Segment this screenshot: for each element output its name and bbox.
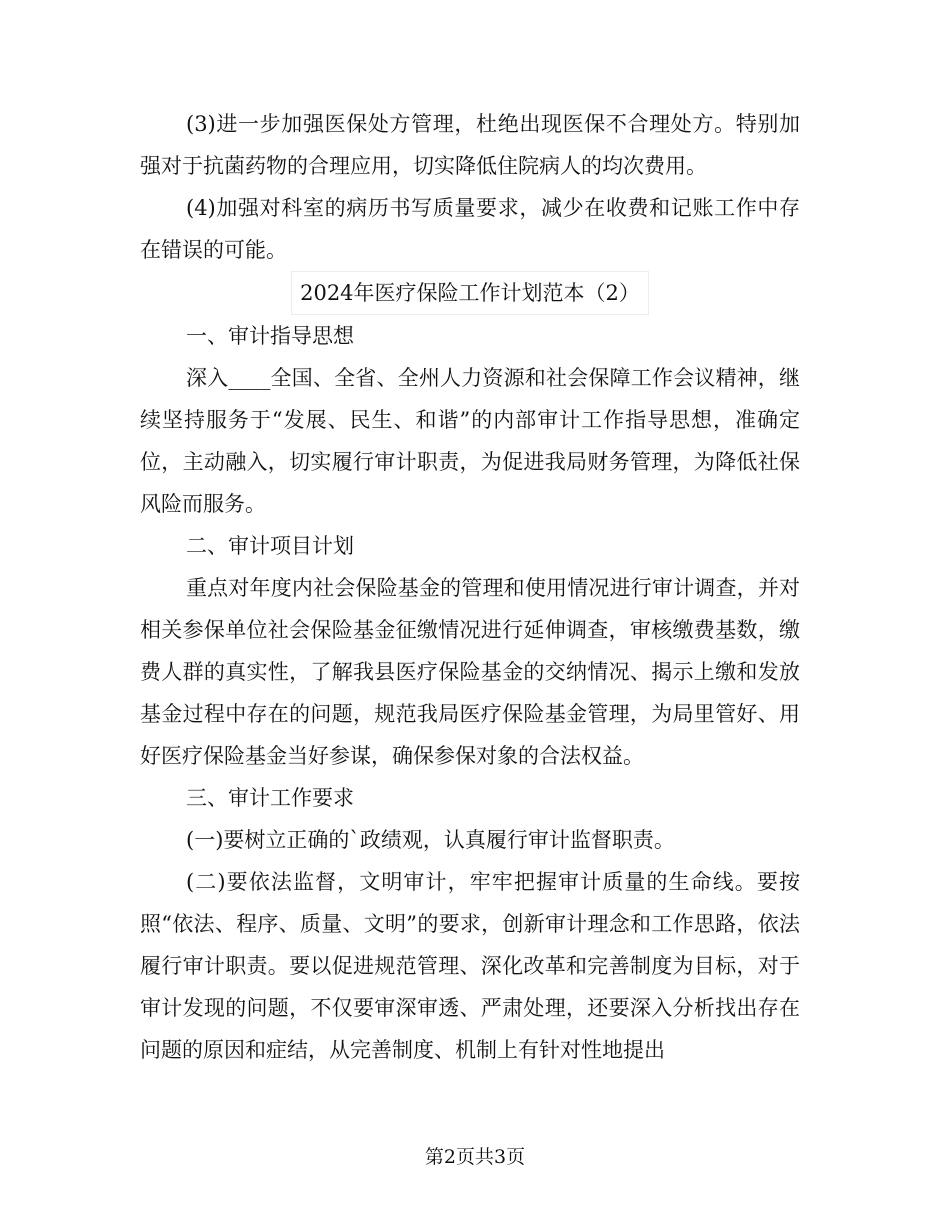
document-body (140, 103, 800, 1071)
paragraph-item-3: (3)进一步加强医保处方管理，杜绝出现医保不合理处方。特别加强对于抗菌药物的合理应用，切实降低住院病人的均次费用。 (140, 112, 800, 178)
paragraph-audit-plan: 重点对年度内社会保险基金的管理和使用情况进行审计调查，并对相关参保单位社会保险基金征缴情况进行延伸调查，审核缴费基数，缴费人群的真实性，了解我县医疗保险基金的交纳情况、揭示上缴和发放基金过程中存在的问题，规范我局医疗保险基金管理，为局里管好、用好医疗保险基金当好参谋，确保参保对象的合法权益。 (140, 576, 800, 768)
paragraph-audit-guidance: 深入____全国、全省、全州人力资源和社会保障工作会议精神，继续坚持服务于“发展、民生、和谐”的内部审计工作指导思想，准确定位，主动融入，切实履行审计职责，为促进我局财务管理，为降低社保风险而服务。 (140, 366, 800, 516)
heading-audit-plan: 二、审计项目计划 (186, 534, 354, 558)
section-title: 2024年医疗保险工作计划范本（2） (291, 271, 649, 315)
heading-audit-requirements: 三、审计工作要求 (186, 786, 354, 810)
page-number-footer: 第2页共3页 (424, 1146, 526, 1168)
paragraph-item-4: (4)加强对科室的病历书写质量要求，减少在收费和记账工作中存在错误的可能。 (140, 196, 800, 262)
heading-audit-guidance: 一、审计指导思想 (186, 324, 354, 348)
section-title-wrap (140, 271, 800, 315)
paragraph-requirement-2: (二)要依法监督，文明审计，牢牢把握审计质量的生命线。要按照“依法、程序、质量、文明”的要求，创新审计理念和工作思路，依法履行审计职责。要以促进规范管理、深化改革和完善制度为目标，对于审计发现的问题，不仅要审深审透、严肃处理，还要深入分析找出存在问题的原因和症结，从完善制度、机制上有针对性地提出 (140, 870, 800, 1062)
paragraph-requirement-1: (一)要树立正确的`政绩观，认真履行审计监督职责。 (186, 828, 675, 852)
